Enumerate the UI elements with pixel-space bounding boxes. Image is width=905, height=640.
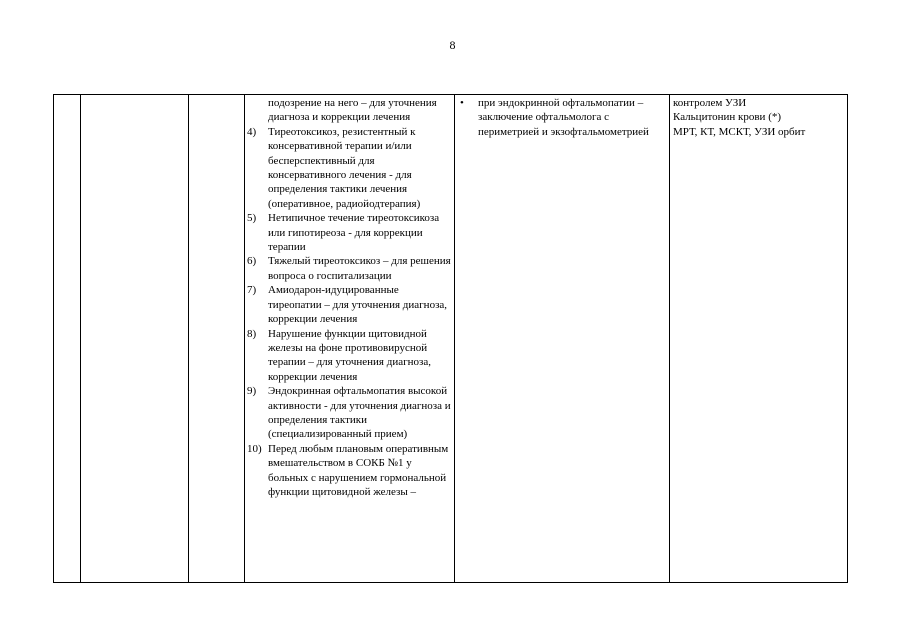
indication-text: Эндокринная офтальмопатия высокой активности - для уточнения диагноза и определения тактики (специализированный прием) [268,385,451,441]
test-line: контролем УЗИ [673,97,747,109]
indication-number: 6) [247,255,257,268]
indication-item [247,384,452,442]
cell-indications [247,96,452,499]
indication-number: 9) [247,385,257,398]
exam-text: при эндокринной офтальмопатии – заключение офтальмолога с периметрией и экзофтальмометрией [478,97,649,138]
indication-number: 8) [247,327,257,340]
indication-text: Тиреотоксикоз, резистентный к консервативной терапии и/или бесперспективный для консервативного лечения - для определения тактики лечения (оперативное, радиойодтерапия) [268,125,421,210]
indication-continuation: подозрение на него – для уточнения диагноза и коррекции лечения [268,97,437,124]
indication-text: Нарушение функции щитовидной железы на фоне противовирусной терапии – для уточнения диагноза, коррекции лечения [268,327,431,383]
indication-item [247,125,452,211]
indication-number: 5) [247,212,257,225]
indication-text: Перед любым плановым оперативным вмешательством в СОКБ №1 у больных с нарушением гормональной функции щитовидной железы – [268,442,449,498]
indication-item [247,254,452,283]
cell-required-exams [457,96,657,139]
column-divider [454,95,455,582]
indication-item [247,211,452,254]
page-number: 8 [449,38,456,52]
column-divider [244,95,245,582]
indication-number: 4) [247,125,257,138]
column-divider [188,95,189,582]
indication-text: Амиодарон-идуцированные тиреопатии – для уточнения диагноза, коррекции лечения [268,284,448,326]
test-line: Кальцитонин крови (*) [673,111,782,124]
indication-number: 10) [247,442,262,455]
indication-text: Нетипичное течение тиреотоксикоза или гипотиреоза - для коррекции терапии [268,212,440,254]
referral-table [53,94,848,583]
indication-item [247,283,452,326]
indication-item [247,442,452,500]
indication-item [247,327,452,385]
indication-number: 7) [247,284,257,297]
column-divider [80,95,81,582]
exam-bullet-item [457,96,657,139]
column-divider [669,95,670,582]
test-line: МРТ, КТ, МСКТ, УЗИ орбит [673,125,806,138]
bullet-icon: • [460,97,464,109]
cell-additional-tests [673,96,845,139]
indication-text: Тяжелый тиреотоксикоз – для решения вопроса о госпитализации [268,255,451,282]
